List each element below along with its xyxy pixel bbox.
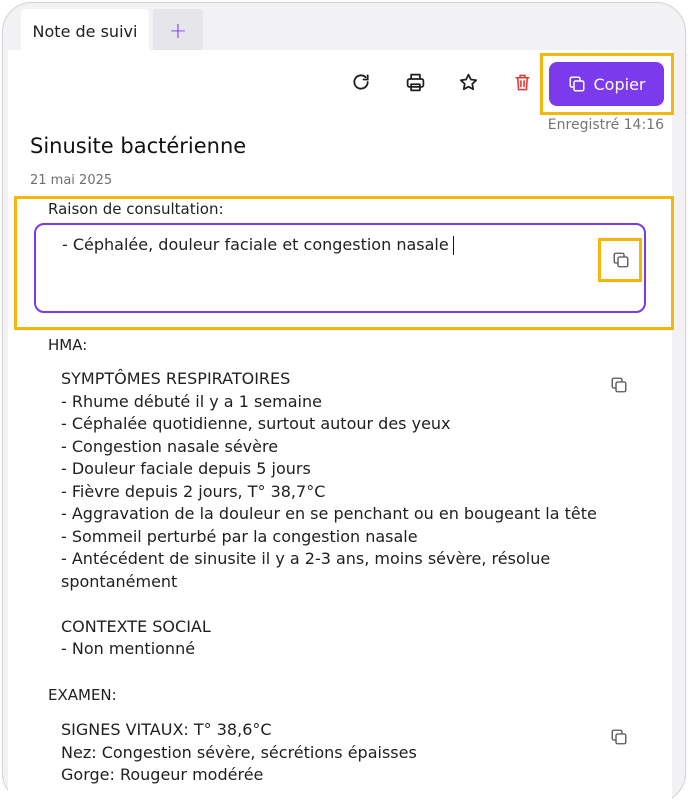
exam-text[interactable]: SIGNES VITAUX: T° 38,6°C Nez: Congestion sévère, sécrétions épaisses Gorge: Rougeur modérée xyxy=(61,720,417,784)
print-button[interactable] xyxy=(403,70,427,94)
exam-label: EXAMEN: xyxy=(48,686,117,704)
reason-value xyxy=(62,235,454,255)
reason-text: - Céphalée, douleur faciale et congestion nasale xyxy=(62,235,449,254)
note-date: 21 mai 2025 xyxy=(30,173,113,188)
saved-status: Enregistré 14:16 xyxy=(547,117,664,133)
print-icon xyxy=(405,72,426,93)
copy-icon xyxy=(568,75,586,93)
delete-button[interactable] xyxy=(510,70,534,94)
exam-copy-button[interactable] xyxy=(610,728,630,748)
refresh-icon xyxy=(351,72,371,92)
tab-label: Note de suivi xyxy=(32,21,138,41)
trash-icon xyxy=(513,73,532,92)
copy-icon xyxy=(610,376,628,394)
star-icon xyxy=(458,72,479,93)
reason-field[interactable] xyxy=(34,223,646,313)
favorite-button[interactable] xyxy=(456,70,480,94)
hma-text[interactable]: SYMPTÔMES RESPIRATOIRES - Rhume débuté il y a 1 semaine - Céphalée quotidienne, surtout autour des yeux - Congestion nasale sévère - Douleur faciale depuis 5 jours - Fièvre depuis 2 jours, T° 38,7°C - Aggravation de la douleur en se penchant ou en bougeant la tête - Sommeil perturbé par la congestion nasale - Antécédent de sinusite il y a 2-3 ans, moins sévère, résolue spontanément CONTEXTE SOCIAL - Non mentionné xyxy=(61,369,597,658)
copy-button-label: Copier xyxy=(593,74,646,94)
text-cursor xyxy=(453,236,455,255)
note-title: Sinusite bactérienne xyxy=(30,134,247,158)
hma-copy-button[interactable] xyxy=(610,376,630,396)
hma-label: HMA: xyxy=(48,336,88,354)
plus-icon: + xyxy=(168,18,188,44)
add-tab-button[interactable] xyxy=(153,9,203,53)
reason-copy-button[interactable] xyxy=(612,251,632,271)
copy-button[interactable] xyxy=(549,62,664,106)
refresh-button[interactable] xyxy=(349,70,373,94)
copy-icon xyxy=(612,251,630,269)
reason-label: Raison de consultation: xyxy=(48,200,224,218)
tab-note-de-suivi[interactable] xyxy=(21,9,149,53)
copy-icon xyxy=(610,728,628,746)
